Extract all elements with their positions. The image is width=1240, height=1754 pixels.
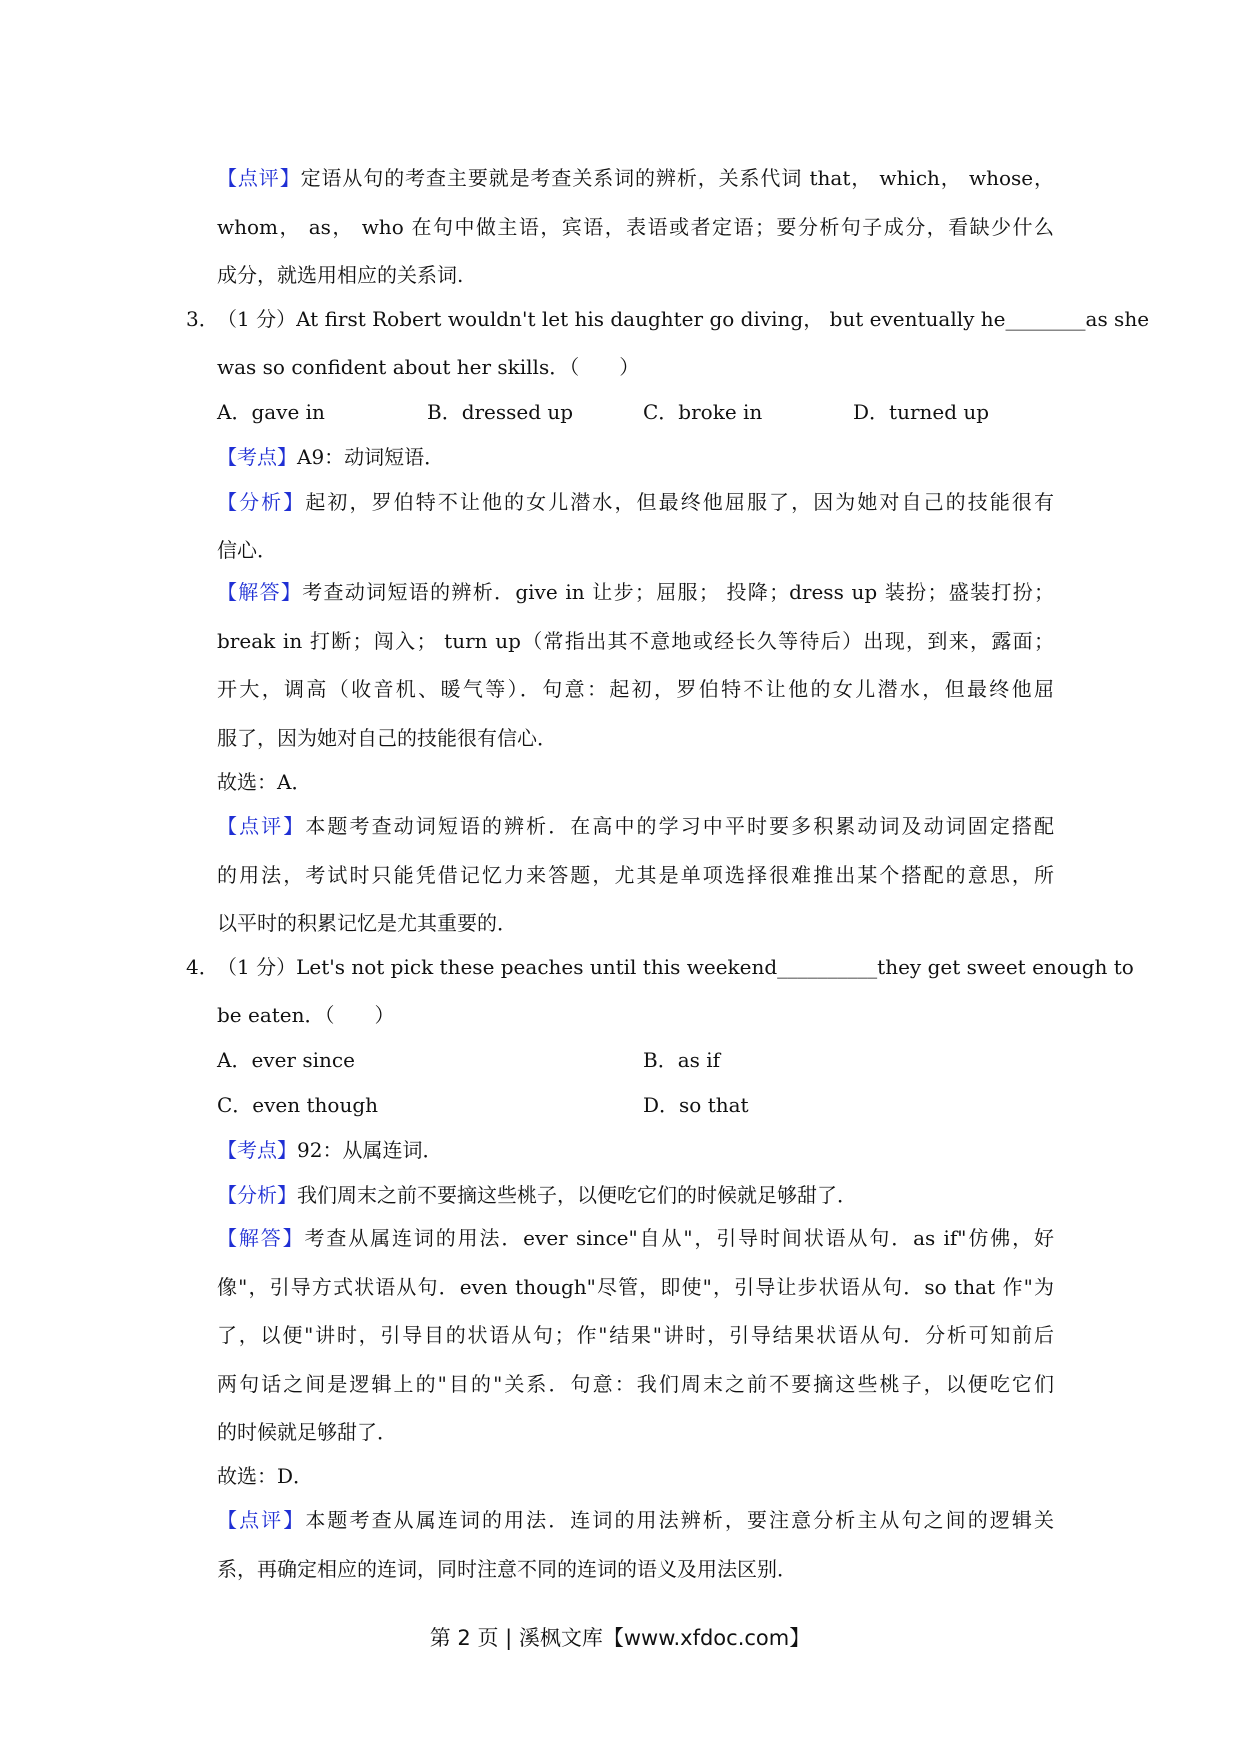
review-line: whom， as， who 在句中做主语，宾语，表语或者定语；要分析句子成分，看缺少什么 (217, 215, 1054, 239)
point-line: 【考点】92：从属连词． (217, 1138, 443, 1162)
answer-line: 开大，调高（收音机、暖气等）．句意：起初，罗伯特不让他的女儿潜水，但最终他屈 (217, 677, 1054, 701)
review-line: 成分，就选用相应的关系词. (217, 263, 464, 287)
answer-line: 了，以便"讲时，引导目的状语从句；作"结果"讲时，引导结果状语从句．分析可知前后 (217, 1323, 1054, 1347)
question-number: 4． (186, 955, 219, 979)
choice-line: 故选：D． (217, 1464, 314, 1488)
option-b: B．dressed up (427, 400, 574, 424)
page-footer: 第 2 页 | 溪枫文库【www.xfdoc.com】 (429, 1626, 811, 1650)
answer-line: 两句话之间是逻辑上的"目的"关系．句意：我们周末之前不要摘这些桃子，以便吃它们 (217, 1372, 1054, 1396)
review-line: 系，再确定相应的连词，同时注意不同的连词的语义及用法区别． (217, 1557, 797, 1581)
analysis-line: 【分析】我们周末之前不要摘这些桃子，以便吃它们的时候就足够甜了． (217, 1183, 857, 1207)
point-line: 【考点】A9：动词短语． (217, 445, 445, 469)
analysis-tag: 【分析】 (217, 490, 306, 514)
question-stem: be eaten．（ ） (217, 1003, 395, 1027)
option-c: C．broke in (643, 400, 763, 424)
answer-line: 【解答】考查从属连词的用法．ever since"自从"，引导时间状语从句．as if"仿佛，好 (217, 1226, 1054, 1250)
analysis-tag: 【分析】 (217, 1183, 297, 1207)
point-tag: 【考点】 (217, 445, 297, 469)
answer-line: 像"，引导方式状语从句．even though"尽管，即使"，引导让步状语从句．so that 作"为 (217, 1275, 1054, 1299)
option-c: C．even though (217, 1093, 379, 1117)
answer-tag: 【解答】 (217, 1226, 305, 1250)
question-stem: （1 分）At first Robert wouldn't let his daughter go diving， but eventually he________as she (217, 307, 1150, 331)
answer-line: break in 打断；闯入； turn up（常指出其不意地或经长久等待后）出现，到来，露面； (217, 629, 1054, 653)
question-stem: （1 分）Let's not pick these peaches until this weekend__________they get sweet enough to (217, 955, 1134, 979)
review-tag: 【点评】 (217, 166, 301, 190)
option-a: A．ever since (217, 1048, 355, 1072)
review-line: 【点评】定语从句的考查主要就是考查关系词的辨析，关系代词 that， which， whose， (217, 166, 1054, 190)
option-b: B．as if (643, 1048, 721, 1072)
point-tag: 【考点】 (217, 1138, 297, 1162)
answer-tag: 【解答】 (217, 580, 303, 604)
question-stem: was so confident about her skills．（ ） (217, 355, 640, 379)
choice-line: 故选：A． (217, 770, 312, 794)
review-line: 【点评】本题考查动词短语的辨析．在高中的学习中平时要多积累动词及动词固定搭配 (217, 814, 1055, 838)
review-tag: 【点评】 (217, 1508, 306, 1532)
review-line: 的用法，考试时只能凭借记忆力来答题，尤其是单项选择很难推出某个搭配的意思，所 (217, 863, 1054, 887)
review-line: 以平时的积累记忆是尤其重要的． (217, 911, 517, 935)
analysis-line: 信心． (217, 538, 277, 562)
option-a: A．gave in (217, 400, 325, 424)
answer-line: 的时候就足够甜了． (217, 1420, 397, 1444)
option-d: D．turned up (853, 400, 990, 424)
answer-line: 服了，因为她对自己的技能很有信心． (217, 726, 557, 750)
answer-line: 【解答】考查动词短语的辨析．give in 让步；屈服； 投降；dress up 装扮；盛装打扮； (217, 580, 1055, 604)
question-number: 3． (186, 307, 219, 331)
review-line: 【点评】本题考查从属连词的用法．连词的用法辨析，要注意分析主从句之间的逻辑关 (217, 1508, 1055, 1532)
analysis-line: 【分析】起初，罗伯特不让他的女儿潜水，但最终他屈服了，因为她对自己的技能很有 (217, 490, 1055, 514)
option-d: D．so that (643, 1093, 749, 1117)
review-tag: 【点评】 (217, 814, 306, 838)
